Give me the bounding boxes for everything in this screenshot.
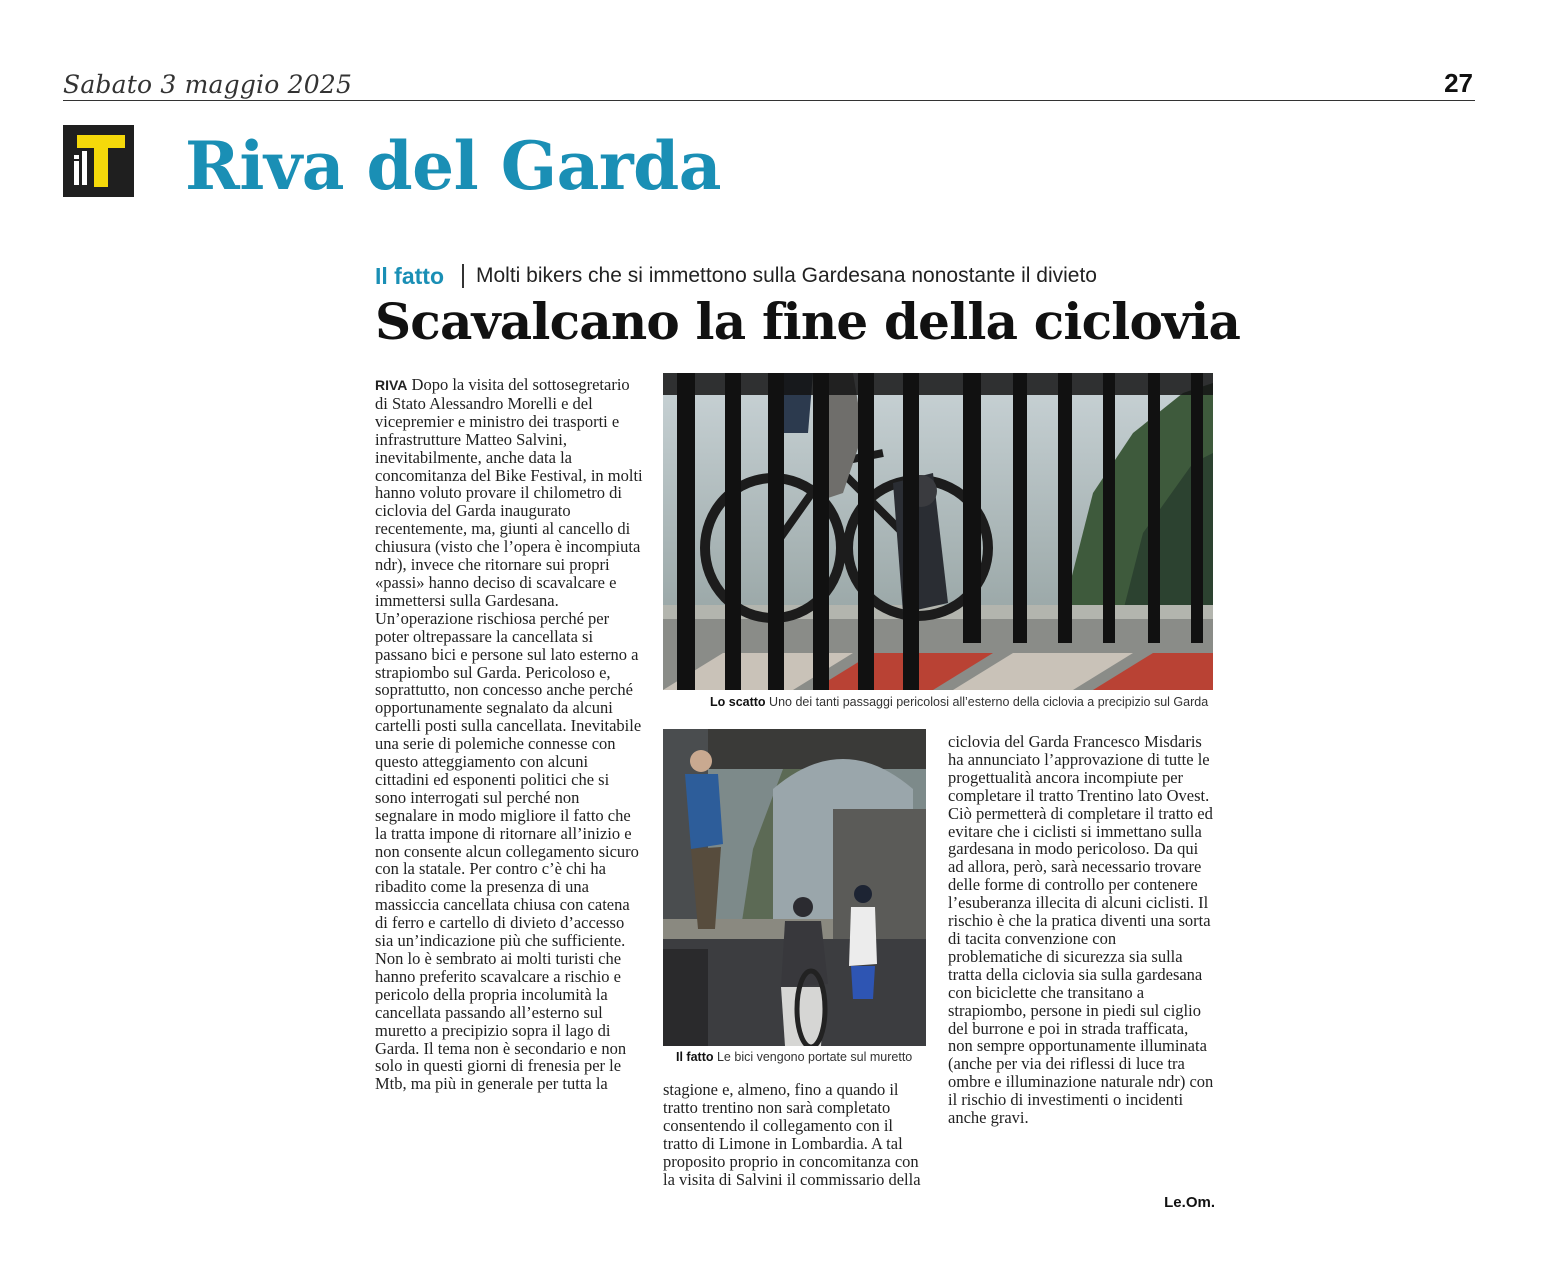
logo-mark-icon bbox=[63, 125, 134, 197]
headline: Scavalcano la fine della ciclovia bbox=[375, 292, 1241, 351]
dateline: RIVA bbox=[375, 377, 408, 393]
column-1-text: Dopo la visita del sottosegretario di Stato Alessandro Morelli e del vicepremier e ministro dei trasporti e infrastrutture Matteo Salvini, inevitabilmente, anche data la concomitanza del Bike Festival, in molti hanno voluto provare il chilometro di ciclovia del Garda inaugurato recentemente, ma, giunti al cancello di chiusura (visto che l’opera è incompiuta ndr), invece che ritornare sui propri «passi» hanno deciso di scavalcare e immettersi sulla Gardesana. Un’operazione rischiosa perché per poter oltrepassare la cancellata si passano bici e persone sul lato esterno a strapiombo sul Garda. Pericoloso e, soprattutto, non concesso anche perché opportunamente segnalato da alcuni cartelli posti sulla cancellata. Inevitabile una serie di polemiche connesse con questo atteggiamento con alcuni cittadini ed esponenti politici che si sono interrogati sul perché non segnalare in modo migliore il fatto che la tratta impone di ritornare all’inizio e non consente alcun collegamento sicuro con la statale. Per contro c’è chi ha ribadito come la presenza di una massiccia cancellata chiusa con catena di ferro e cartello di divieto d’accesso sia un’indicazione più che sufficiente. Non lo è sembrato ai molti turisti che hanno preferito scavalcare a rischio e pericolo della propria incolumità la cancellata passando all’esterno sul muretto a precipizio sopra il lago di Garda. Il tema non è secondario e non solo in questi giorni di frenesia per le Mtb, ma più in generale per tutta la bbox=[375, 375, 643, 1094]
photo-cyclists-at-gate bbox=[663, 373, 1213, 690]
photo-1-caption bbox=[710, 695, 1208, 709]
article-column-3: ciclovia del Garda Francesco Misdaris ha annunciato l’approvazione di tutte le progettualità ancora incompiute per completare il tratto Trentino lato Ovest. Ciò permetterà di completare il tratto ed evitare che i ciclisti si immettano sulla gardesana in modo pericoloso. Da qui ad allora, però, sarà necessario trovare delle forme di controllo per contenere l’esuberanza illecita di alcuni ciclisti. Il rischio è che la pratica diventi una sorta di tacita convenzione con problematiche di sicurezza sia sulla tratta della ciclovia sia sulla gardesana con biciclette che transitano a strapiombo, persone in piedi sul ciglio del burrone e poi in strada trafficata, non sempre opportunamente illuminata (anche per via dei riflessi di luce tra ombre e illuminazione naturale ndr) con il rischio di investimenti o incidenti anche gravi. bbox=[948, 732, 1214, 1128]
kicker-label: Il fatto bbox=[375, 263, 444, 289]
photo-1-caption-text: Uno dei tanti passaggi pericolosi all’esterno della ciclovia a precipizio sul Garda bbox=[769, 695, 1209, 709]
edition-date: Sabato 3 maggio 2025 bbox=[63, 70, 353, 99]
kicker-text: Molti bikers che si immettono sulla Gardesana nonostante il divieto bbox=[476, 264, 1097, 287]
photo-bikes-on-wall bbox=[663, 729, 926, 1046]
photo-2-caption-label: Il fatto bbox=[676, 1050, 714, 1064]
photo-2-caption-text: Le bici vengono portate sul muretto bbox=[716, 1050, 913, 1064]
page-number: 27 bbox=[1444, 68, 1473, 98]
kicker-separator bbox=[462, 264, 464, 288]
header-rule bbox=[63, 100, 1475, 101]
newspaper-logo bbox=[63, 125, 134, 197]
section-title: Riva del Garda bbox=[185, 127, 722, 205]
photo-2-caption bbox=[676, 1050, 912, 1064]
article-column-1 bbox=[375, 376, 643, 1093]
photo-1-caption-label: Lo scatto bbox=[710, 695, 766, 709]
author-signature: Le.Om. bbox=[1164, 1194, 1215, 1211]
article-column-2: stagione e, almeno, fino a quando il tratto trentino non sarà completato consentendo il collegamento con il tratto di Limone in Lombardia. A tal proposito proprio in concomitanza con la visita di Salvini il commissario della bbox=[663, 1080, 921, 1189]
